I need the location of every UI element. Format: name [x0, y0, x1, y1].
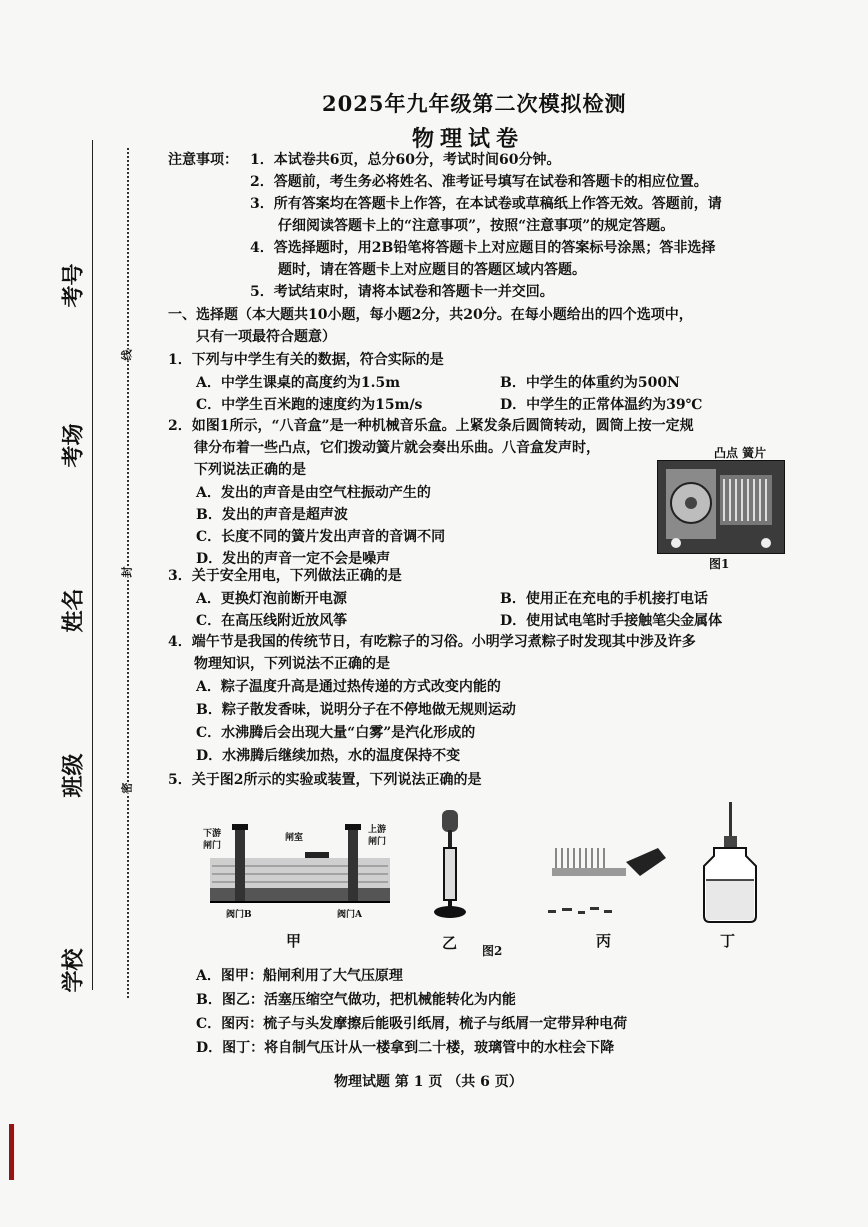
q1-option-a: A．中学生课桌的高度约为1.5m: [196, 375, 401, 391]
exam-title: 2025年九年级第二次模拟检测: [322, 91, 627, 116]
barometer-figure: [700, 800, 760, 924]
lock-label-valve-b: 阀门B: [226, 910, 252, 920]
page-footer: 物理试题 第 1 页 （共 6 页）: [334, 1074, 523, 1090]
q2-stem-cont: 律分布着一些凸点，它们拨动簧片就会奏出乐曲。八音盒发声时，: [194, 440, 600, 456]
section-heading: 一、选择题（本大题共10小题，每小题2分，共20分。在每小题给出的四个选项中，: [168, 307, 693, 323]
q5-option-a: A．图甲：船闸利用了大气压原理: [196, 968, 403, 984]
figure2-caption: 图2: [482, 944, 503, 958]
exam-room-label: 考场: [60, 423, 87, 468]
note-item: 5．考试结束时，请将本试卷和答题卡一并交回。: [250, 284, 554, 300]
q2-option-a: A．发出的声音是由空气柱振动产生的: [196, 485, 431, 501]
q5-option-c: C．图丙：梳子与头发摩擦后能吸引纸屑，梳子与纸屑一定带异种电荷: [196, 1016, 628, 1032]
lock-label-upstream: 上游: [368, 825, 387, 835]
school-label: 学校: [60, 948, 87, 993]
q3-option-a: A．更换灯泡前断开电源: [196, 591, 347, 607]
q4-option-b: B．粽子散发香味，说明分子在不停地做无规则运动: [196, 702, 516, 718]
lock-label-chamber: 闸室: [285, 833, 304, 843]
q2-stem-cont: 下列说法正确的是: [194, 462, 306, 478]
note-item: 2．答题前，考生务必将姓名、准考证号填写在试卷和答题卡的相应位置。: [250, 174, 708, 190]
exam-number-label: 考号: [60, 263, 87, 308]
lock-label-gate-down: 闸门: [203, 841, 222, 851]
q1-stem: 1．下列与中学生有关的数据，符合实际的是: [168, 352, 444, 368]
note-item: 仔细阅读答题卡上的“注意事项”，按照“注意事项”的规定答题。: [278, 218, 675, 234]
figure-label-ding: 丁: [720, 932, 736, 950]
q1-option-d: D．中学生的正常体温约为39℃: [500, 397, 703, 413]
figure1-labels: 凸点 簧片: [714, 446, 767, 460]
note-item: 1．本试卷共6页，总分60分，考试时间60分钟。: [250, 152, 561, 168]
notes-label: 注意事项：: [168, 152, 238, 168]
q4-stem-cont: 物理知识，下列说法不正确的是: [194, 656, 390, 672]
figure1-caption: 图1: [709, 557, 730, 571]
lock-label-downstream: 下游: [203, 829, 222, 839]
lock-label-valve-a: 阀门A: [337, 910, 362, 920]
q3-stem: 3．关于安全用电，下列做法正确的是: [168, 568, 402, 584]
scan-edge-mark: [9, 1124, 14, 1180]
music-box-photo: [657, 460, 785, 554]
class-label: 班级: [60, 753, 87, 798]
figure-label-bing: 丙: [596, 932, 612, 950]
q5-stem: 5．关于图2所示的实验或装置，下列说法正确的是: [168, 772, 482, 788]
q2-option-c: C．长度不同的簧片发出声音的音调不同: [196, 529, 446, 545]
q3-option-d: D．使用试电笔时手接触笔尖金属体: [500, 613, 723, 629]
q4-option-d: D．水沸腾后继续加热，水的温度保持不变: [196, 748, 461, 764]
exam-subject: 物理试卷: [412, 126, 525, 152]
seal-mark-mi: 密: [117, 783, 137, 794]
q1-option-b: B．中学生的体重约为500N: [500, 375, 680, 391]
q3-option-c: C．在高压线附近放风筝: [196, 613, 348, 629]
lock-label-gate-up: 闸门: [368, 837, 387, 847]
q2-option-d: D．发出的声音一定不会是噪声: [196, 551, 391, 567]
note-item: 题时，请在答题卡上对应题目的答题区域内答题。: [278, 262, 586, 278]
q4-option-a: A．粽子温度升高是通过热传递的方式改变内能的: [196, 679, 501, 695]
note-item: 4．答选择题时，用2B铅笔将答题卡上对应题目的答案标号涂黑；答非选择: [250, 240, 716, 256]
seal-mark-feng: 封: [117, 567, 137, 578]
comb-paper-figure: [540, 842, 670, 922]
section-heading-cont: 只有一项最符合题意）: [196, 329, 336, 345]
q5-option-d: D．图丁：将自制气压计从一楼拿到二十楼，玻璃管中的水柱会下降: [196, 1040, 615, 1056]
note-item: 3．所有答案均在答题卡上作答，在本试卷或草稿纸上作答无效。答题前，请: [250, 196, 722, 212]
name-label: 姓名: [60, 588, 87, 633]
binding-rule: [92, 140, 93, 990]
seal-mark-xian: 线: [117, 350, 137, 361]
q2-option-b: B．发出的声音是超声波: [196, 507, 348, 523]
q5-option-b: B．图乙：活塞压缩空气做功，把机械能转化为内能: [196, 992, 516, 1008]
q1-option-c: C．中学生百米跑的速度约为15m/s: [196, 397, 423, 413]
q4-option-c: C．水沸腾后会出现大量“白雾”是汽化形成的: [196, 725, 476, 741]
figure-label-yi: 乙: [442, 934, 458, 952]
air-compression-figure: [430, 808, 470, 920]
figure-label-jia: 甲: [286, 932, 302, 950]
q4-stem: 4．端午节是我国的传统节日，有吃粽子的习俗。小明学习煮粽子时发现其中涉及许多: [168, 634, 696, 650]
q3-option-b: B．使用正在充电的手机接打电话: [500, 591, 708, 607]
q2-stem: 2．如图1所示，“八音盒”是一种机械音乐盒。上紧发条后圆筒转动，圆筒上按一定规: [168, 418, 694, 434]
